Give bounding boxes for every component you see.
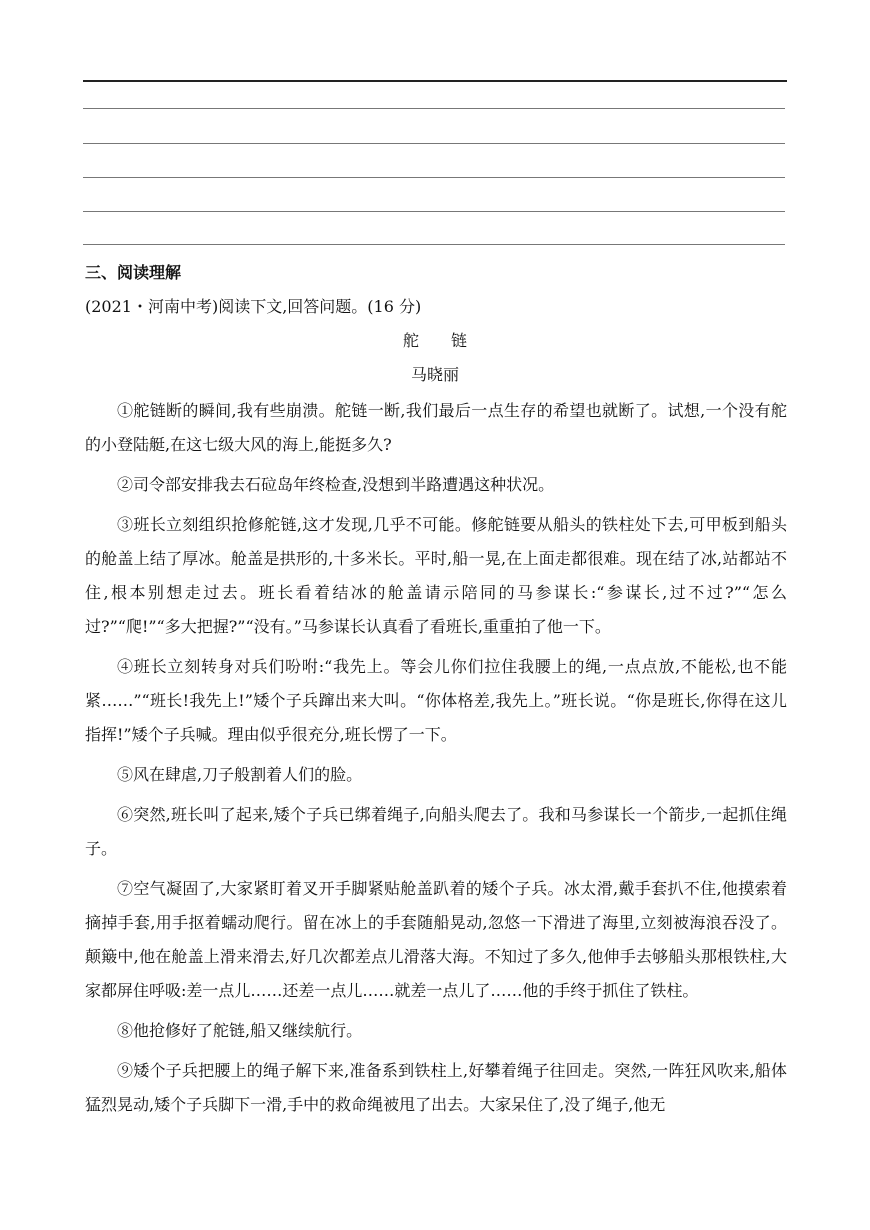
- article-author: 马晓丽: [410, 365, 459, 384]
- paragraph-4: ④班长立刻转身对兵们吩咐:“我先上。等会儿你们拉住我腰上的绳,一点点放,不能松,也不能紧……”“班长!我先上!”矮个子兵蹿出来大叫。“你体格差,我先上。”班长说。“你是班长,你得在这儿指挥!”矮个子兵喊。理由似乎很充分,班长愣了一下。: [85, 657, 787, 744]
- paragraph-5: ⑤风在肆虐,刀子般割着人们的脸。: [117, 765, 363, 784]
- paragraph-8: ⑧他抢修好了舵链,船又继续航行。: [117, 1021, 363, 1040]
- section-heading: 三、阅读理解: [85, 263, 182, 282]
- answer-line: [83, 244, 785, 245]
- paragraph-3: ③班长立刻组织抢修舵链,这才发现,几乎不可能。修舵链要从船头的铁柱处下去,可甲板到船头的舱盖上结了厚冰。舱盖是拱形的,十多米长。平时,船一晃,在上面走都很难。现在结了冰,站都站不住,根本别想走过去。班长看着结冰的舱盖请示陪同的马参谋长:“参谋长,过不过?”“怎么过?”“爬!”“多大把握?”“没有。”马参谋长认真看了看班长,重重拍了他一下。: [85, 515, 787, 636]
- answer-line: [83, 177, 785, 178]
- article-body: [85, 394, 787, 1128]
- paragraph-2: ②司令部安排我去石砬岛年终检查,没想到半路遭遇这种状况。: [117, 475, 555, 494]
- paragraph-7: ⑦空气凝固了,大家紧盯着叉开手脚紧贴舱盖趴着的矮个子兵。冰太滑,戴手套扒不住,他摸索着摘掉手套,用手抠着蠕动爬行。留在冰上的手套随船晃动,忽悠一下滑进了海里,立刻被海浪吞没了。颠簸中,他在舱盖上滑来滑去,好几次都差点儿滑落大海。不知过了多久,他伸手去够船头那根铁柱,大家都屏住呼吸:差一点儿……还差一点儿……就差一点儿了……他的手终于抓住了铁柱。: [85, 879, 787, 1000]
- paragraph-6: ⑥突然,班长叫了起来,矮个子兵已绑着绳子,向船头爬去了。我和马参谋长一个箭步,一起抓住绳子。: [85, 805, 787, 858]
- answer-line: [83, 211, 785, 212]
- paragraph-1: ①舵链断的瞬间,我有些崩溃。舵链一断,我们最后一点生存的希望也就断了。试想,一个没有舵的小登陆艇,在这七级大风的海上,能挺多久?: [85, 401, 787, 454]
- article-title: 舵 链: [402, 331, 467, 350]
- answer-line: [83, 143, 785, 144]
- answer-line: [83, 108, 785, 109]
- top-rule: [83, 80, 787, 82]
- question-intro: (2021・河南中考)阅读下文,回答问题。(16 分): [85, 297, 422, 316]
- paragraph-9: ⑨矮个子兵把腰上的绳子解下来,准备系到铁柱上,好攀着绳子往回走。突然,一阵狂风吹来,船体猛烈晃动,矮个子兵脚下一滑,手中的救命绳被甩了出去。大家呆住了,没了绳子,他无: [85, 1061, 787, 1114]
